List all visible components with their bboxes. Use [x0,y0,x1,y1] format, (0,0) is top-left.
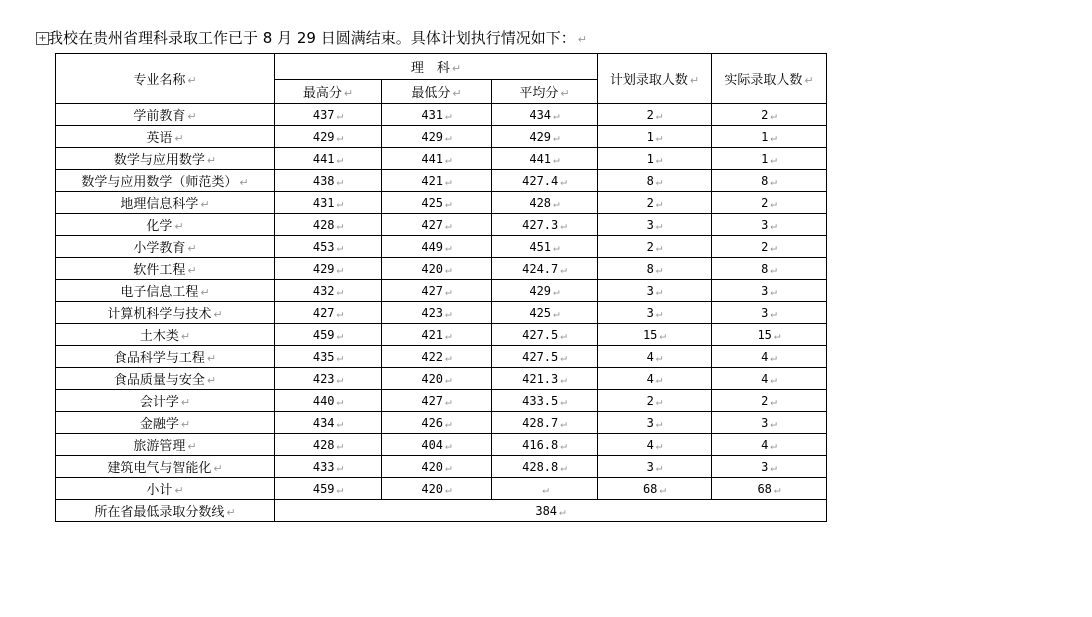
cell-max: 440 ↵ [275,390,382,412]
cell-major: 金融学 ↵ [56,412,275,434]
cell-planned: 2 ↵ [598,236,712,258]
cell-avg: 451 ↵ [492,236,598,258]
table-row [56,456,827,478]
cell-actual: 2 ↵ [712,236,827,258]
paragraph-mark-icon: ↵ [577,33,587,46]
cell-actual: 2 ↵ [712,192,827,214]
subtotal-planned: 68 ↵ [598,478,712,500]
cell-min: 431 ↵ [382,104,492,126]
cell-avg: 441 ↵ [492,148,598,170]
cell-planned: 4 ↵ [598,368,712,390]
table-row [56,170,827,192]
cell-max: 441 ↵ [275,148,382,170]
cell-major: 土木类 ↵ [56,324,275,346]
cell-max: 429 ↵ [275,126,382,148]
cell-planned: 15 ↵ [598,324,712,346]
cell-planned: 1 ↵ [598,126,712,148]
cell-major: 学前教育 ↵ [56,104,275,126]
cell-max: 432 ↵ [275,280,382,302]
table-move-handle-icon[interactable]: + [36,32,49,45]
cell-min: 425 ↵ [382,192,492,214]
cell-actual: 3 ↵ [712,302,827,324]
cell-avg: 428.7 ↵ [492,412,598,434]
subtotal-avg: ↵ [492,478,598,500]
subtotal-max: 459 ↵ [275,478,382,500]
table-row [56,126,827,148]
table-row [56,434,827,456]
subtotal-label: 小计 ↵ [56,478,275,500]
cell-min: 422 ↵ [382,346,492,368]
cell-avg: 421.3 ↵ [492,368,598,390]
table-row [56,390,827,412]
cell-max: 437 ↵ [275,104,382,126]
cell-major: 旅游管理 ↵ [56,434,275,456]
subtotal-min: 420 ↵ [382,478,492,500]
cell-min: 420 ↵ [382,368,492,390]
cell-avg: 427.5 ↵ [492,346,598,368]
province-min-line-row [56,500,827,522]
cell-planned: 2 ↵ [598,192,712,214]
cell-actual: 3 ↵ [712,280,827,302]
cell-min: 423 ↵ [382,302,492,324]
cell-avg: 433.5 ↵ [492,390,598,412]
cell-min: 427 ↵ [382,214,492,236]
cell-planned: 2 ↵ [598,104,712,126]
cell-max: 428 ↵ [275,214,382,236]
cell-planned: 4 ↵ [598,434,712,456]
cell-major: 食品科学与工程 ↵ [56,346,275,368]
cell-actual: 4 ↵ [712,368,827,390]
cell-major: 建筑电气与智能化 ↵ [56,456,275,478]
admission-table [55,53,827,522]
cell-avg: 416.8 ↵ [492,434,598,456]
cell-avg: 429 ↵ [492,126,598,148]
cell-min: 449 ↵ [382,236,492,258]
cell-avg: 429 ↵ [492,280,598,302]
intro-text: 我校在贵州省理科录取工作已于 8 月 29 日圆满结束。具体计划执行情况如下： [48,29,576,47]
cell-max: 438 ↵ [275,170,382,192]
cell-major: 数学与应用数学 ↵ [56,148,275,170]
cell-planned: 3 ↵ [598,412,712,434]
table-row [56,236,827,258]
cell-max: 459 ↵ [275,324,382,346]
cell-actual: 1 ↵ [712,148,827,170]
cell-planned: 8 ↵ [598,258,712,280]
cell-avg: 427.5 ↵ [492,324,598,346]
table-row [56,280,827,302]
cell-major: 英语 ↵ [56,126,275,148]
cell-avg: 434 ↵ [492,104,598,126]
cell-min: 420 ↵ [382,456,492,478]
cell-min: 427 ↵ [382,390,492,412]
header-major: 专业名称 ↵ [56,54,275,104]
header-actual: 实际录取人数 ↵ [712,54,827,104]
cell-planned: 3 ↵ [598,302,712,324]
cell-min: 421 ↵ [382,324,492,346]
cell-avg: 427.4 ↵ [492,170,598,192]
province-line-value: 384 ↵ [275,500,827,522]
cell-major: 电子信息工程 ↵ [56,280,275,302]
cell-major: 软件工程 ↵ [56,258,275,280]
cell-actual: 8 ↵ [712,258,827,280]
cell-planned: 3 ↵ [598,214,712,236]
cell-major: 计算机科学与技术 ↵ [56,302,275,324]
table-row [56,346,827,368]
cell-max: 453 ↵ [275,236,382,258]
cell-min: 441 ↵ [382,148,492,170]
subtotal-actual: 68 ↵ [712,478,827,500]
cell-max: 434 ↵ [275,412,382,434]
table-row [56,324,827,346]
header-min: 最低分 ↵ [382,80,492,104]
cell-major: 化学 ↵ [56,214,275,236]
cell-avg: 428.8 ↵ [492,456,598,478]
cell-planned: 4 ↵ [598,346,712,368]
cell-planned: 8 ↵ [598,170,712,192]
cell-actual: 3 ↵ [712,214,827,236]
subtotal-row [56,478,827,500]
table-row [56,368,827,390]
table-row [56,258,827,280]
header-row-1 [56,54,827,80]
cell-actual: 3 ↵ [712,412,827,434]
cell-avg: 428 ↵ [492,192,598,214]
cell-actual: 4 ↵ [712,346,827,368]
cell-actual: 2 ↵ [712,104,827,126]
cell-planned: 1 ↵ [598,148,712,170]
cell-actual: 15 ↵ [712,324,827,346]
cell-min: 426 ↵ [382,412,492,434]
table-row [56,104,827,126]
cell-actual: 3 ↵ [712,456,827,478]
header-planned: 计划录取人数 ↵ [598,54,712,104]
cell-actual: 2 ↵ [712,390,827,412]
cell-major: 数学与应用数学（师范类） ↵ [56,170,275,192]
cell-actual: 1 ↵ [712,126,827,148]
cell-min: 429 ↵ [382,126,492,148]
table-row [56,412,827,434]
cell-major: 会计学 ↵ [56,390,275,412]
cell-max: 433 ↵ [275,456,382,478]
cell-planned: 3 ↵ [598,280,712,302]
cell-planned: 2 ↵ [598,390,712,412]
header-science: 理 科 ↵ [275,54,598,80]
cell-max: 428 ↵ [275,434,382,456]
cell-planned: 3 ↵ [598,456,712,478]
cell-actual: 8 ↵ [712,170,827,192]
cell-avg: 427.3 ↵ [492,214,598,236]
table-row [56,302,827,324]
cell-avg: 424.7 ↵ [492,258,598,280]
cell-max: 435 ↵ [275,346,382,368]
cell-min: 404 ↵ [382,434,492,456]
cell-min: 420 ↵ [382,258,492,280]
cell-min: 421 ↵ [382,170,492,192]
table-row [56,192,827,214]
province-line-label: 所在省最低录取分数线 ↵ [56,500,275,522]
table-row [56,148,827,170]
cell-major: 地理信息科学 ↵ [56,192,275,214]
cell-min: 427 ↵ [382,280,492,302]
header-max: 最高分 ↵ [275,80,382,104]
intro-paragraph [48,27,587,48]
cell-max: 431 ↵ [275,192,382,214]
table-row [56,214,827,236]
cell-major: 小学教育 ↵ [56,236,275,258]
header-avg: 平均分 ↵ [492,80,598,104]
cell-max: 429 ↵ [275,258,382,280]
cell-major: 食品质量与安全 ↵ [56,368,275,390]
cell-max: 427 ↵ [275,302,382,324]
cell-actual: 4 ↵ [712,434,827,456]
cell-avg: 425 ↵ [492,302,598,324]
cell-max: 423 ↵ [275,368,382,390]
